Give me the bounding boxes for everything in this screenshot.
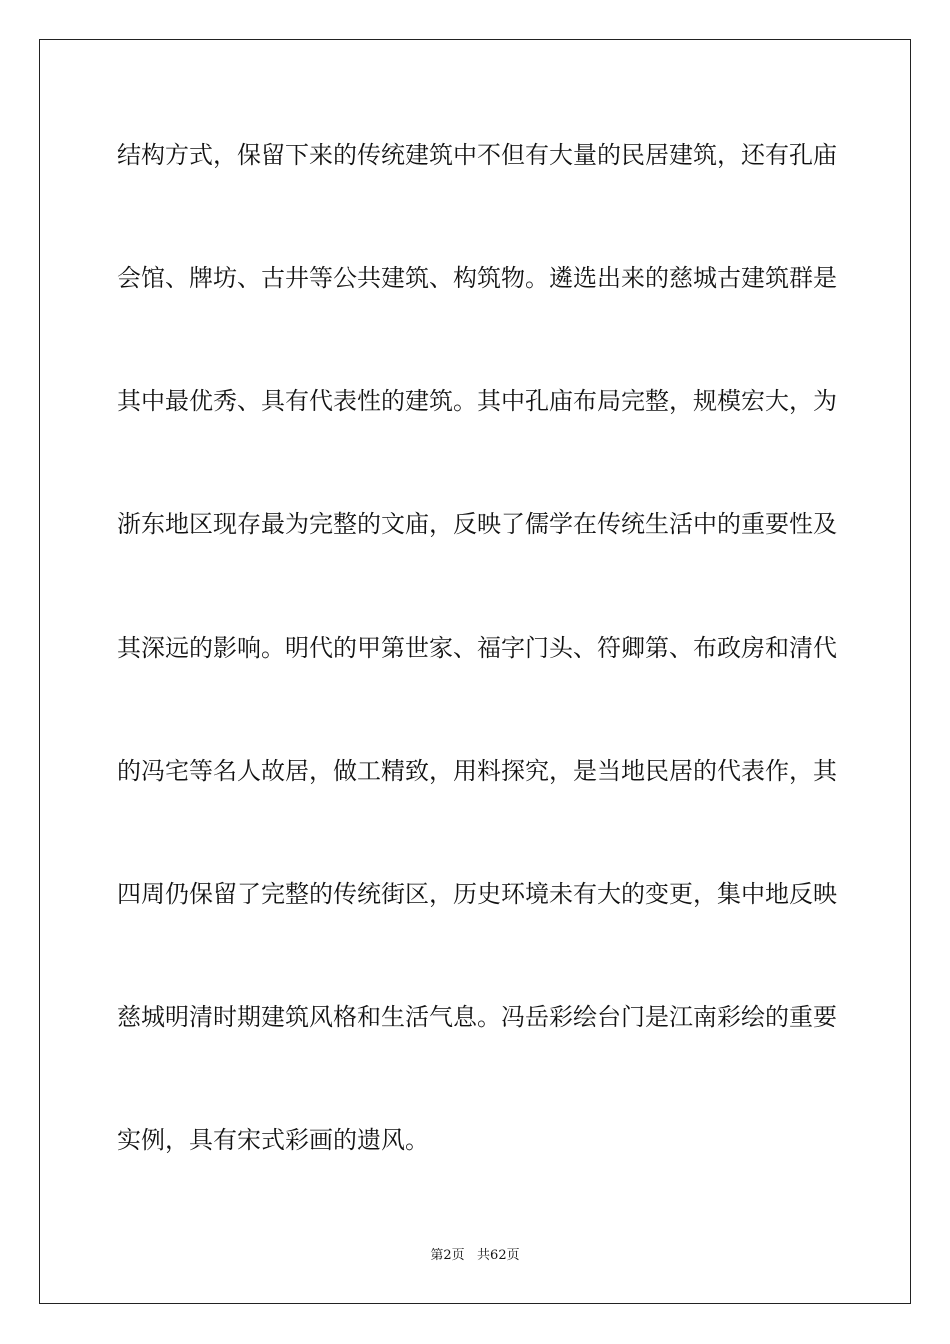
paragraph-line: 四周仍保留了完整的传统街区，历史环境未有大的变更，集中地反映 — [117, 880, 837, 908]
paragraph-line: 实例，具有宋式彩画的遗风。 — [117, 1126, 429, 1154]
paragraph-line: 其深远的影响。明代的甲第世家、福字门头、符卿第、布政房和清代 — [117, 634, 837, 662]
paragraph-line: 慈城明清时期建筑风格和生活气息。冯岳彩绘台门是江南彩绘的重要 — [117, 1003, 837, 1031]
paragraph-line: 的冯宅等名人故居，做工精致，用料探究，是当地民居的代表作，其 — [117, 757, 837, 785]
page-number-footer: 第2页 共62页 — [430, 1248, 520, 1263]
page-border — [39, 39, 911, 1304]
paragraph-line: 结构方式，保留下来的传统建筑中不但有大量的民居建筑，还有孔庙 — [117, 141, 837, 169]
paragraph-line: 浙东地区现存最为完整的文庙，反映了儒学在传统生活中的重要性及 — [117, 510, 837, 538]
paragraph-line: 会馆、牌坊、古井等公共建筑、构筑物。遴选出来的慈城古建筑群是 — [117, 264, 837, 292]
paragraph-line: 其中最优秀、具有代表性的建筑。其中孔庙布局完整，规模宏大，为 — [117, 387, 837, 415]
